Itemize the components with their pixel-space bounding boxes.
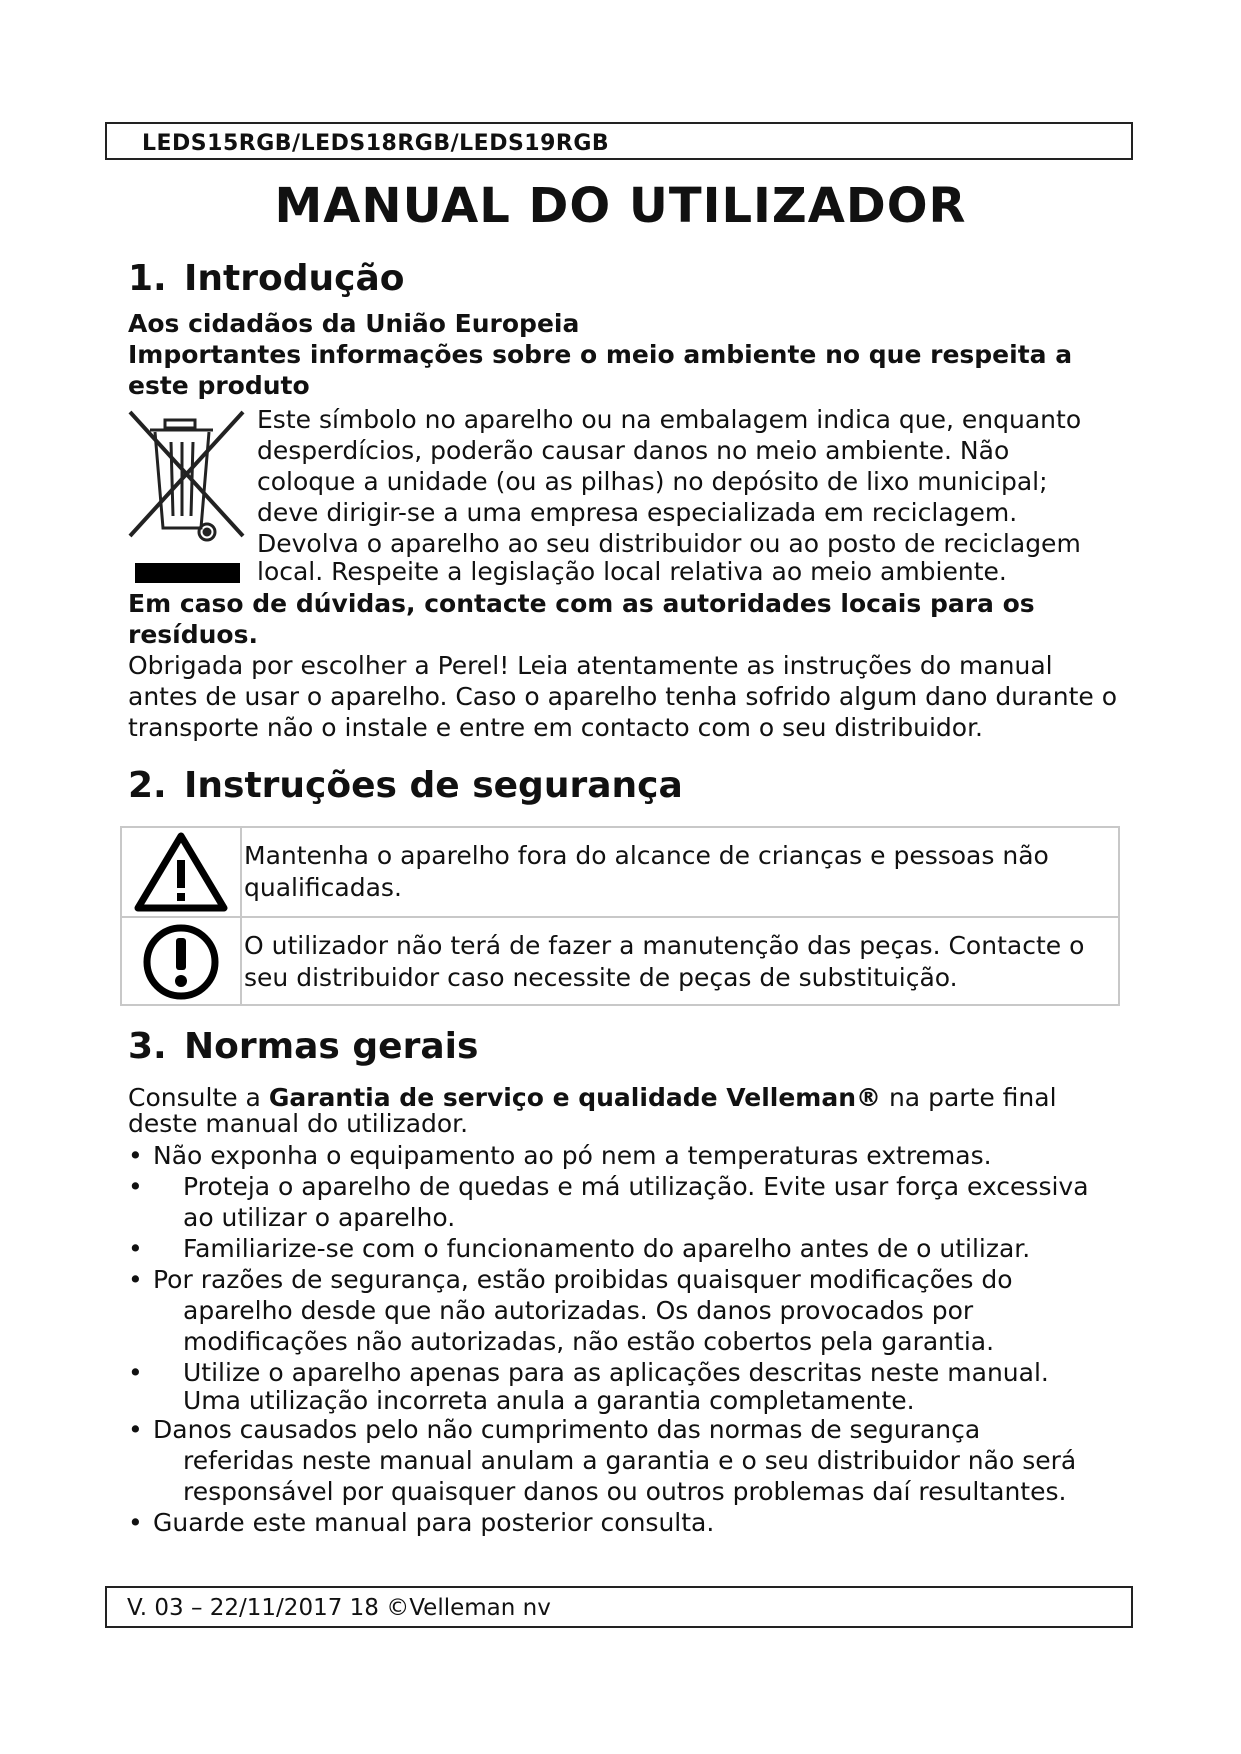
safety-line: seu distribuidor caso necessite de peças de substituição. [244, 963, 958, 992]
safety-text [244, 930, 1114, 994]
list-item [128, 1264, 1128, 1357]
section-3-number: 3. [128, 1026, 167, 1067]
bullet-icon: • [128, 1141, 143, 1170]
list-item-line: aparelho desde que não autorizadas. Os danos provocados por [183, 1296, 974, 1325]
thanks-line: transporte não o instale e entre em contacto com o seu distribuidor. [128, 713, 983, 742]
list-item-line: Utilize o aparelho apenas para as aplicações descritas neste manual. [183, 1358, 1049, 1387]
weee-line: deve dirigir-se a uma empresa especializada em reciclagem. [257, 498, 1018, 527]
safety-line: qualificadas. [244, 873, 402, 902]
section-1-title: Introdução [184, 258, 405, 299]
weee-line: local. Respeite a legislação local relativa ao meio ambiente. [257, 557, 1007, 586]
footer-version: V. 03 – 22/11/2017 18 ©Velleman nv [127, 1595, 551, 1621]
bullet-icon: • [128, 1172, 143, 1201]
weee-line: Devolva o aparelho ao seu distribuidor ou ao posto de reciclagem [257, 529, 1081, 558]
safety-text [244, 840, 1114, 904]
bullet-icon: • [128, 1508, 143, 1537]
weee-notice [257, 404, 1137, 585]
list-item-line: Não exponha o equipamento ao pó nem a temperaturas extremas. [153, 1141, 992, 1170]
safety-row [122, 828, 1118, 918]
list-item-line: Proteja o aparelho de quedas e má utilização. Evite usar força excessiva [183, 1172, 1089, 1201]
warranty-post: na parte final [881, 1083, 1057, 1112]
section-2-title: Instruções de segurança [184, 765, 683, 806]
footer-box [105, 1586, 1133, 1628]
section-3-heading [128, 1026, 478, 1067]
section-3-title: Normas gerais [184, 1026, 479, 1067]
safety-line: O utilizador não terá de fazer a manutenção das peças. Contacte o [244, 931, 1085, 960]
list-item-line: referidas neste manual anulam a garantia e o seu distribuidor não será [183, 1446, 1077, 1475]
bullet-icon: • [128, 1415, 143, 1444]
safety-line: Mantenha o aparelho fora do alcance de crianças e pessoas não [244, 841, 1049, 870]
warning-triangle-icon [134, 832, 228, 912]
list-item [128, 1233, 1128, 1264]
list-item [128, 1507, 1128, 1538]
thanks-line: Obrigada por escolher a Perel! Leia atentamente as instruções do manual [128, 651, 1053, 680]
list-item-line: modificações não autorizadas, não estão cobertos pela garantia. [183, 1327, 995, 1356]
eu-citizens-label: Aos cidadãos da União Europeia [128, 309, 580, 338]
list-item [128, 1140, 1128, 1171]
warranty-reference-line2: deste manual do utilizador. [128, 1109, 469, 1138]
list-item-line: Por razões de segurança, estão proibidas quaisquer modificações do [153, 1265, 1013, 1294]
section-1-heading [128, 258, 404, 299]
section-1-number: 1. [128, 258, 167, 299]
list-item-line: Familiarize-se com o funcionamento do aparelho antes de o utilizar. [183, 1234, 1031, 1263]
list-item [128, 1171, 1128, 1233]
page-title: MANUAL DO UTILIZADOR [274, 178, 967, 234]
list-item [128, 1414, 1128, 1507]
header-box [105, 122, 1133, 160]
doubts-line1: Em caso de dúvidas, contacte com as autoridades locais para os [128, 589, 1035, 618]
list-item-line: Guarde este manual para posterior consulta. [153, 1508, 715, 1537]
model-header: LEDS15RGB/LEDS18RGB/LEDS19RGB [142, 131, 610, 156]
list-item [128, 1357, 1128, 1414]
section-2-number: 2. [128, 765, 167, 806]
warranty-link-text: Garantia de serviço e qualidade Velleman® [268, 1083, 882, 1112]
list-item-line: Danos causados pelo não cumprimento das normas de segurança [153, 1415, 981, 1444]
weee-line: desperdícios, poderão causar danos no meio ambiente. Não [257, 436, 1010, 465]
doubts-line2: resíduos. [128, 620, 258, 649]
section-2-heading [128, 765, 683, 806]
general-rules-list [128, 1140, 1128, 1538]
warranty-pre: Consulte a [128, 1083, 269, 1112]
list-item-line: ao utilizar o aparelho. [183, 1203, 456, 1232]
safety-table [120, 826, 1120, 1006]
bullet-icon: • [128, 1234, 143, 1263]
list-item-line: Uma utilização incorreta anula a garantia completamente. [183, 1386, 915, 1415]
safety-row [122, 918, 1118, 1006]
weee-line: Este símbolo no aparelho ou na embalagem indica que, enquanto [257, 405, 1082, 434]
bullet-icon: • [128, 1358, 143, 1387]
exclamation-circle-icon [134, 922, 228, 1002]
safety-icon-cell [122, 828, 242, 916]
env-info-title-line2: este produto [128, 371, 310, 400]
safety-icon-cell [122, 918, 242, 1006]
env-info-title-line1: Importantes informações sobre o meio ambiente no que respeita a [128, 340, 1073, 369]
thanks-line: antes de usar o aparelho. Caso o aparelho tenha sofrido algum dano durante o [128, 682, 1118, 711]
weee-line: coloque a unidade (ou as pilhas) no depósito de lixo municipal; [257, 467, 1048, 496]
bullet-icon: • [128, 1265, 143, 1294]
list-item-line: responsável por quaisquer danos ou outros problemas daí resultantes. [183, 1477, 1067, 1506]
weee-crossed-bin-icon [125, 408, 255, 588]
